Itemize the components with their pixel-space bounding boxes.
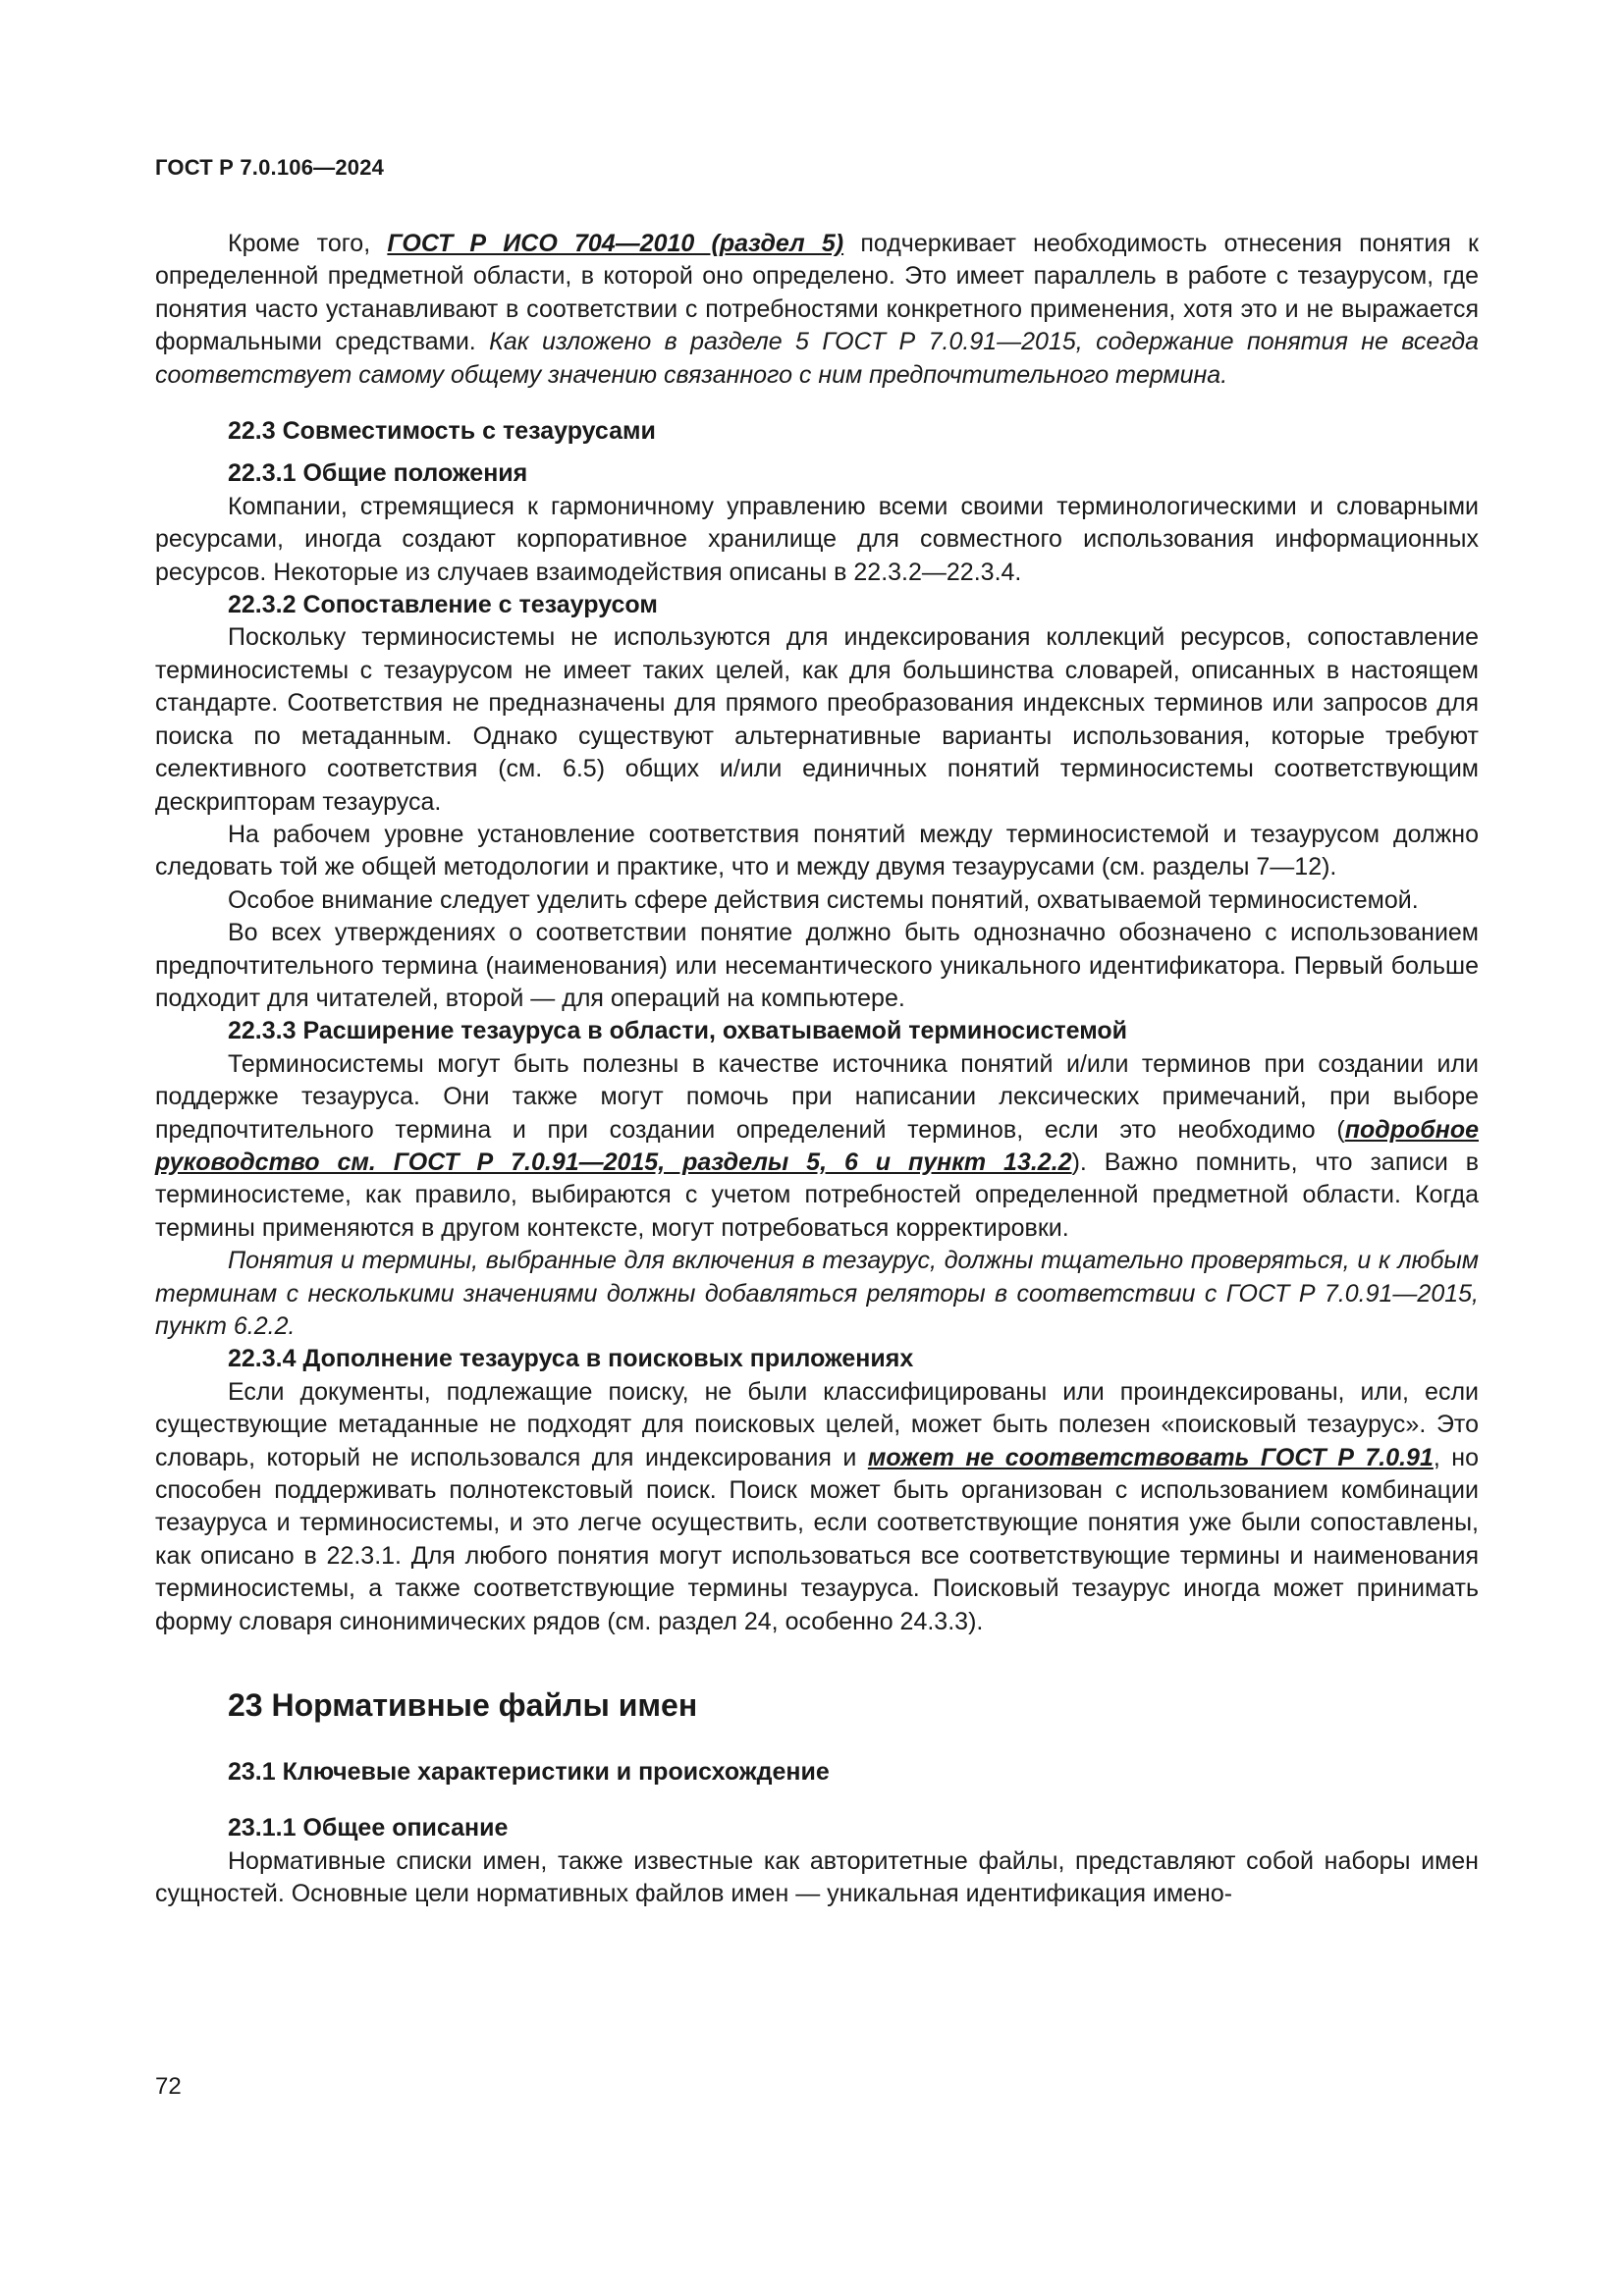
section-heading-23-1: 23.1 Ключевые характеристики и происхождение (228, 1758, 830, 1787)
page-number: 72 (155, 2073, 182, 2100)
paragraph: Если документы, подлежащие поиску, не были классифицированы или проиндексированы, или, если существующие метаданные не подходят для поисковых целей, может быть полезен «поисковый тезаурус». Это словарь, который не использовался для индексирования и может не соответствовать ГОСТ Р 7.0.91, но способен поддерживать полнотекстовый поиск. Поиск может быть организован с использованием комбинации тезауруса и терминосистемы, и это легче осуществить, если соответствующие понятия уже были сопоставлены, как описано в 22.3.1. Для любого понятия могут использоваться все соответствующие термины и наименования терминосистемы, а также соответствующие термины тезауруса. Поисковый тезаурус иногда может принимать форму словаря синонимических рядов (см. раздел 24, особенно 24.3.3). (155, 1377, 1479, 1635)
paragraph: Особое внимание следует уделить сфере действия системы понятий, охватываемой терминосистемой. (228, 885, 1419, 914)
section-heading-22-3: 22.3 Совместимость с тезаурусами (228, 417, 656, 446)
section-heading-23: 23 Нормативные файлы имен (228, 1687, 698, 1724)
section-heading-22-3-1: 22.3.1 Общие положения (228, 459, 528, 488)
section-heading-22-3-4: 22.3.4 Дополнение тезауруса в поисковых приложениях (228, 1345, 914, 1373)
italic-note: Как изложено в разделе 5 ГОСТ Р 7.0.91—2015, содержание понятия не всегда соответствует самому общему значению связанного с ним предпочтительного термина. (155, 328, 1479, 389)
reference-link-iso-704[interactable]: ГОСТ Р ИСО 704—2010 (раздел 5) (387, 230, 844, 257)
page-content (155, 228, 1479, 1911)
italic-paragraph: Понятия и термины, выбранные для включения в тезаурус, должны тщательно проверяться, и к любым терминам с несколькими значениями должны добавляться реляторы в соответствии с ГОСТ Р 7.0.91—2015, пункт 6.2.2. (155, 1247, 1479, 1340)
paragraph: Терминосистемы могут быть полезны в качестве источника понятий и/или терминов при создании или поддержке тезауруса. Они также могут помочь при написании лексических примечаний, при выборе предпочтительного термина и при создании определений терминов, если это необходимо (подробное руководство см. ГОСТ Р 7.0.91—2015, разделы 5, 6 и пункт 13.2.2). Важно помнить, что записи в терминосистеме, как правило, выбираются с учетом потребностей определенной предметной области. Когда термины применяются в другом контексте, могут потребоваться корректировки. (155, 1049, 1480, 1242)
paragraph: Компании, стремящиеся к гармоничному управлению всеми своими терминологическими и словарными ресурсами, иногда создают корпоративное хранилище для совместного использования информационных ресурсов. Некоторые из случаев взаимодействия описаны в 22.3.2—22.3.4. (155, 492, 1479, 586)
paragraph: Поскольку терминосистемы не используются для индексирования коллекций ресурсов, сопоставление терминосистемы с тезаурусом не имеет таких целей, как для большинства словарей, описанных в настоящем стандарте. Соответствия не предназначены для прямого преобразования индексных терминов или запросов для поиска по метаданным. Однако существуют альтернативные варианты использования, которые требуют селективного соответствия (см. 6.5) общих и/или единичных понятий терминосистемы соответствующим дескрипторам тезауруса. (155, 623, 1479, 816)
reference-link-gost-7-0-91-guide[interactable]: подробное руководство см. ГОСТ Р 7.0.91—2015, разделы 5, 6 и пункт 13.2.2 (155, 1115, 1479, 1176)
document-code-header: ГОСТ Р 7.0.106—2024 (155, 155, 385, 180)
section-heading-22-3-3: 22.3.3 Расширение тезауруса в области, охватываемой терминосистемой (228, 1017, 1128, 1045)
reference-link-gost-7-0-91[interactable]: может не соответствовать ГОСТ Р 7.0.91 (867, 1443, 1434, 1471)
intro-paragraph: Кроме того, ГОСТ Р ИСО 704—2010 (раздел 5) подчеркивает необходимость отнесения понятия к определенной предметной области, в которой оно определено. Это имеет параллель в работе с тезаурусом, где понятия часто устанавливают в соответствии с потребностями конкретного применения, хотя это и не выражается формальными средствами. Как изложено в разделе 5 ГОСТ Р 7.0.91—2015, содержание понятия не всегда соответствует самому общему значению связанного с ним предпочтительного термина. (155, 230, 1479, 389)
paragraph: На рабочем уровне установление соответствия понятий между терминосистемой и тезаурусом должно следовать той же общей методологии и практике, что и между двумя тезаурусами (см. разделы 7—12). (155, 820, 1479, 881)
section-heading-23-1-1: 23.1.1 Общее описание (228, 1814, 509, 1842)
paragraph: Во всех утверждениях о соответствии понятие должно быть однозначно обозначено с использованием предпочтительного термина (наименования) или несемантического уникального идентификатора. Первый больше подходит для читателей, второй — для операций на компьютере. (155, 919, 1479, 1012)
paragraph: Нормативные списки имен, также известные как авторитетные файлы, представляют собой наборы имен сущностей. Основные цели нормативных файлов имен — уникальная идентификация имено- (155, 1846, 1479, 1908)
section-heading-22-3-2: 22.3.2 Сопоставление с тезаурусом (228, 591, 658, 619)
